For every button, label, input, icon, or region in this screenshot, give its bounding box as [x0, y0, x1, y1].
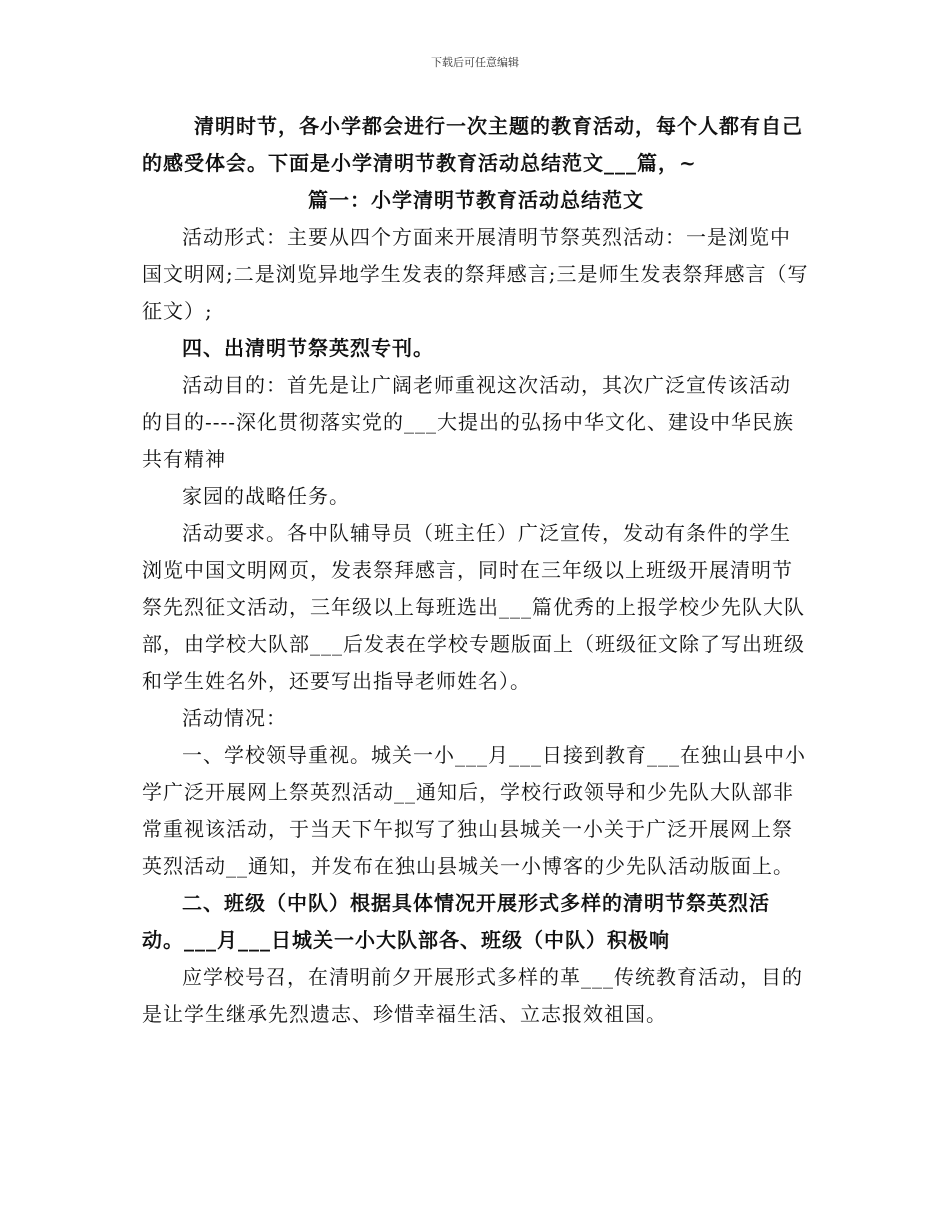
paragraph-school-call: 应学校号召，在清明前夕开展形式多样的革___传统教育活动，目的是让学生继承先烈遗志、珍惜幸福生活、立志报效祖国。 [142, 965, 803, 1026]
intro-paragraph: 清明时节，各小学都会进行一次主题的教育活动，每个人都有自己的感受体会。下面是小学清明节教育活动总结范文___篇，~ [142, 114, 803, 175]
paragraph-class-activities: 二、班级（中队）根据具体情况开展形式多样的清明节祭英烈活动。___月___日城关一小大队部各、班级（中队）积极响 [142, 891, 770, 952]
section-title: 篇一：小学清明节教育活动总结范文 [308, 188, 644, 212]
page-header: 下载后可任意编辑 [431, 56, 519, 69]
paragraph-homeland: 家园的战略任务。 [182, 484, 350, 508]
paragraph-activity-status-label: 活动情况： [182, 706, 287, 730]
paragraph-activity-form: 活动形式：主要从四个方面来开展清明节祭英烈活动：一是浏览中国文明网;二是浏览异地学生发表的祭拜感言;三是师生发表祭拜感言（写征文）; [142, 225, 809, 323]
document-body [142, 108, 810, 1033]
paragraph-activity-purpose: 活动目的：首先是让广阔老师重视这次活动，其次广泛宣传该活动的目的----深化贯彻落实党的___大提出的弘扬中华文化、建设中华民族共有精神 [142, 373, 795, 471]
paragraph-leadership: 一、学校领导重视。城关一小___月___日接到教育___在独山县中小学广泛开展网上祭英烈活动__通知后，学校行政领导和少先队大队部非常重视该活动，于当天下午拟写了独山县城关一小关于广泛开展网上祭英烈活动__通知，并发布在独山县城关一小博客的少先队活动版面上。 [142, 743, 806, 878]
paragraph-activity-requirements: 活动要求。各中队辅导员（班主任）广泛宣传，发动有条件的学生浏览中国文明网页，发表祭拜感言，同时在三年级以上班级开展清明节祭先烈征文活动，三年级以上每班选出___篇优秀的上报学校少先队大队部，由学校大队部___后发表在学校专题版面上（班级征文除了写出班级和学生姓名外，还要写出指导老师姓名）。 [142, 521, 805, 693]
paragraph-special-issue: 四、出清明节祭英烈专刊。 [182, 336, 434, 360]
